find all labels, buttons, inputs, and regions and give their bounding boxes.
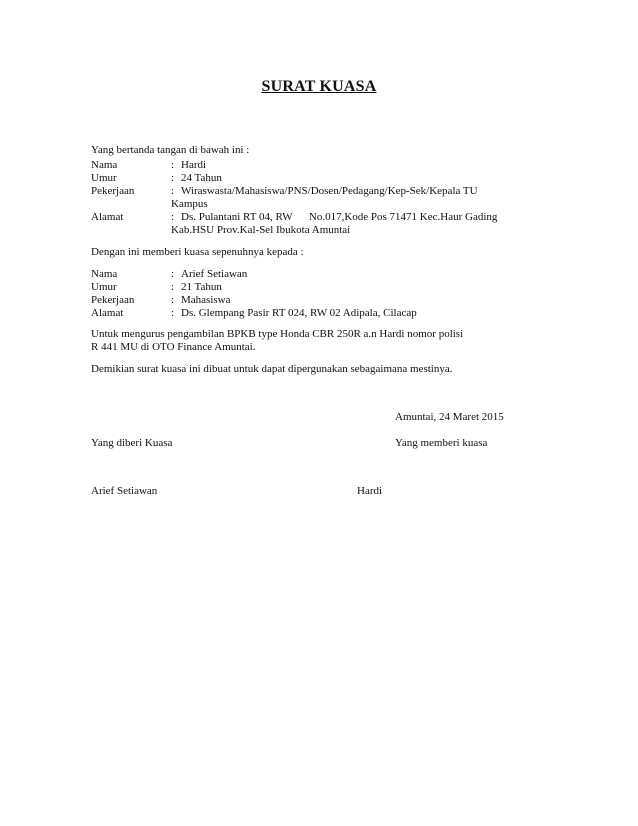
receiver-signature-name: Arief Setiawan bbox=[91, 485, 158, 497]
intro-text: Yang bertanda tangan di bawah ini : bbox=[91, 144, 250, 156]
giver-role-label: Yang memberi kuasa bbox=[395, 437, 488, 449]
purpose-line-2: R 441 MU di OTO Finance Amuntai. bbox=[91, 341, 256, 353]
receiver-umur-value: 21 Tahun bbox=[181, 281, 222, 293]
place-date: Amuntai, 24 Maret 2015 bbox=[395, 411, 504, 423]
receiver-nama-value: Arief Setiawan bbox=[181, 268, 248, 280]
giver-alamat-label: Alamat bbox=[91, 211, 124, 223]
document-title: SURAT KUASA bbox=[261, 78, 377, 95]
receiver-alamat-colon: : bbox=[171, 307, 175, 319]
giver-alamat-value-cont: Kab.HSU Prov.Kal-Sel Ibukota Amuntai bbox=[171, 224, 351, 236]
giver-nama-value: Hardi bbox=[181, 159, 207, 171]
receiver-pekerjaan-value: Mahasiswa bbox=[181, 294, 231, 306]
receiver-alamat-label: Alamat bbox=[91, 307, 124, 319]
receiver-pekerjaan-label: Pekerjaan bbox=[91, 294, 135, 306]
delegation-intro-text: Dengan ini memberi kuasa sepenuhnya kepada : bbox=[91, 246, 304, 258]
giver-signature-name: Hardi bbox=[357, 485, 383, 497]
giver-pekerjaan-label: Pekerjaan bbox=[91, 185, 135, 197]
receiver-pekerjaan-colon: : bbox=[171, 294, 175, 306]
closing-text: Demikian surat kuasa ini dibuat untuk dapat dipergunakan sebagaimana mestinya. bbox=[91, 363, 453, 375]
receiver-role-label: Yang diberi Kuasa bbox=[91, 437, 173, 449]
receiver-nama-colon: : bbox=[171, 268, 175, 280]
giver-pekerjaan-colon: : bbox=[171, 185, 175, 197]
giver-alamat-value: Ds. Pulantani RT 04, RW No.017,Kode Pos 71471 Kec.Haur Gading bbox=[181, 211, 498, 223]
giver-nama-label: Nama bbox=[91, 159, 118, 171]
receiver-nama-label: Nama bbox=[91, 268, 118, 280]
giver-nama-colon: : bbox=[171, 159, 175, 171]
giver-pekerjaan-value-cont: Kampus bbox=[171, 198, 208, 210]
giver-alamat-colon: : bbox=[171, 211, 175, 223]
purpose-line-1: Untuk mengurus pengambilan BPKB type Honda CBR 250R a.n Hardi nomor polisi bbox=[91, 328, 464, 340]
giver-umur-value: 24 Tahun bbox=[181, 172, 222, 184]
giver-umur-label: Umur bbox=[91, 172, 117, 184]
giver-pekerjaan-value: Wiraswasta/Mahasiswa/PNS/Dosen/Pedagang/Kep-Sek/Kepala TU bbox=[181, 185, 478, 197]
receiver-umur-label: Umur bbox=[91, 281, 117, 293]
receiver-umur-colon: : bbox=[171, 281, 175, 293]
receiver-alamat-value: Ds. Glempang Pasir RT 024, RW 02 Adipala, Cilacap bbox=[181, 307, 417, 319]
giver-umur-colon: : bbox=[171, 172, 175, 184]
